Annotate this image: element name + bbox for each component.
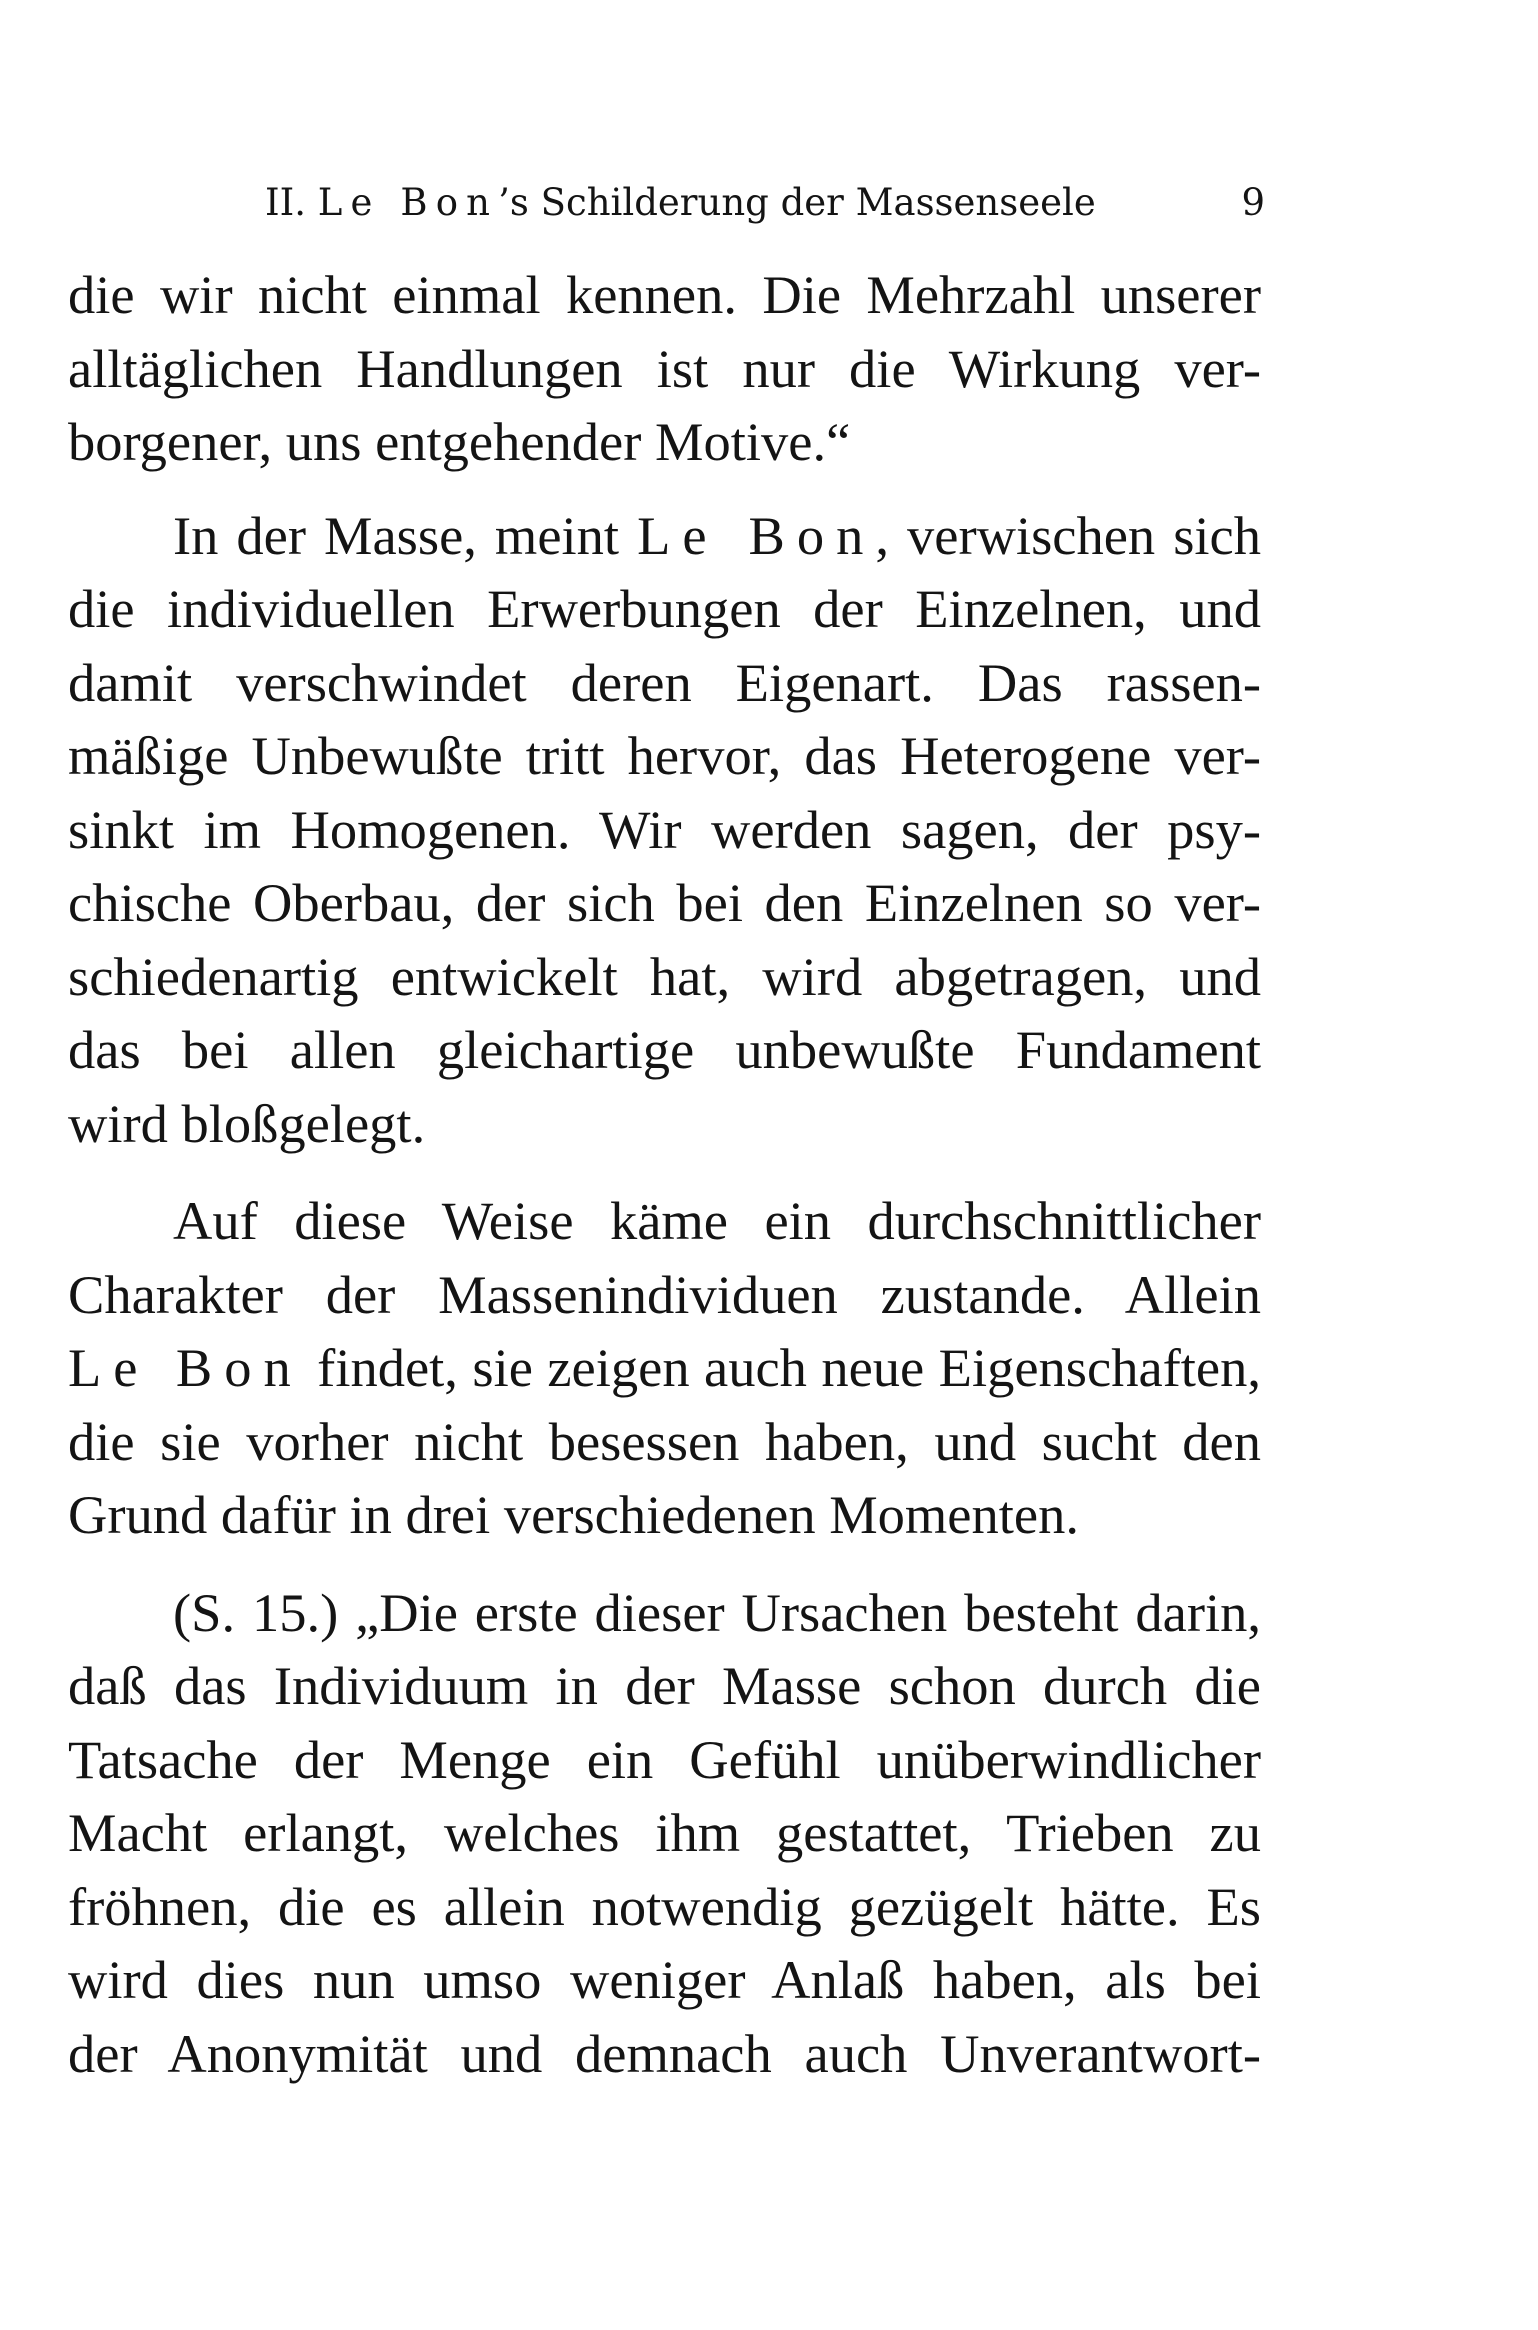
text-line: damit verschwindet deren Eigenart. Das rassen- bbox=[68, 651, 1261, 713]
author-name: Le Bon bbox=[68, 1337, 303, 1398]
text-fragment: , verwischen sich bbox=[875, 504, 1261, 566]
running-head bbox=[265, 178, 1265, 228]
author-name: Le Bon bbox=[637, 504, 876, 566]
text-line: die wir nicht einmal kennen. Die Mehrzahl unserer bbox=[68, 264, 1261, 325]
text-line: schiedenartig entwickelt hat, wird abgetragen, und bbox=[68, 945, 1261, 1007]
text-line: Auf diese Weise käme ein durchschnittlicher bbox=[173, 1190, 1261, 1251]
paragraph-2 bbox=[68, 499, 1261, 1161]
running-head-prefix: II. bbox=[265, 181, 318, 224]
text-line: Macht erlangt, welches ihm gestattet, Trieben zu bbox=[68, 1802, 1261, 1863]
text-line: die individuellen Erwerbungen der Einzelnen, und bbox=[68, 578, 1261, 639]
text-line bbox=[68, 1331, 1261, 1405]
text-line: borgener, uns entgehender Motive.“ bbox=[68, 411, 851, 472]
text-line: die sie vorher nicht besessen haben, und sucht den bbox=[68, 1410, 1261, 1472]
text-line bbox=[68, 499, 1261, 573]
text-line: der Anonymität und demnach auch Unverantwort- bbox=[68, 2022, 1261, 2084]
text-fragment: findet, sie zeigen auch neue Eigenschaften, bbox=[302, 1337, 1262, 1398]
text-line: chische Oberbau, der sich bei den Einzelnen so ver- bbox=[68, 872, 1261, 933]
text-line: fröhnen, die es allein notwendig gezügelt hätte. Es bbox=[68, 1875, 1261, 1937]
text-line: Grund dafür in drei verschiedenen Momenten. bbox=[68, 1484, 1079, 1545]
running-head-suffix: ’s Schilderung der Massenseele bbox=[498, 181, 1096, 224]
text-line: Charakter der Massenindividuen zustande. Allein bbox=[68, 1263, 1261, 1325]
text-fragment: In der Masse, meint bbox=[173, 504, 638, 566]
paragraph-gap bbox=[68, 479, 1261, 499]
paragraph-4 bbox=[68, 1576, 1261, 2091]
text-line: daß das Individuum in der Masse schon durch die bbox=[68, 1655, 1261, 1716]
text-line: wird bloßgelegt. bbox=[68, 1092, 426, 1154]
paragraph-1 bbox=[68, 258, 1261, 479]
paragraph-gap bbox=[68, 1552, 1261, 1576]
text-line: alltäglichen Handlungen ist nur die Wirkung ver- bbox=[68, 337, 1261, 399]
page-number: 9 bbox=[1241, 181, 1265, 224]
text-line: das bei allen gleichartige unbewußte Fundament bbox=[68, 1019, 1261, 1080]
body-text bbox=[68, 258, 1261, 2090]
text-line: (S. 15.) „Die erste dieser Ursachen besteht darin, bbox=[173, 1581, 1261, 1643]
text-line: Tatsache der Menge ein Gefühl unüberwindlicher bbox=[68, 1728, 1261, 1790]
paragraph-gap bbox=[68, 1160, 1261, 1184]
text-line: sinkt im Homogenen. Wir werden sagen, der psy- bbox=[68, 798, 1261, 860]
running-head-title bbox=[265, 178, 1096, 228]
text-line: mäßige Unbewußte tritt hervor, das Heterogene ver- bbox=[68, 725, 1261, 786]
text-line: wird dies nun umso weniger Anlaß haben, als bei bbox=[68, 1949, 1261, 2010]
paragraph-3 bbox=[68, 1184, 1261, 1552]
running-head-author-name: Le Bon bbox=[317, 181, 499, 224]
